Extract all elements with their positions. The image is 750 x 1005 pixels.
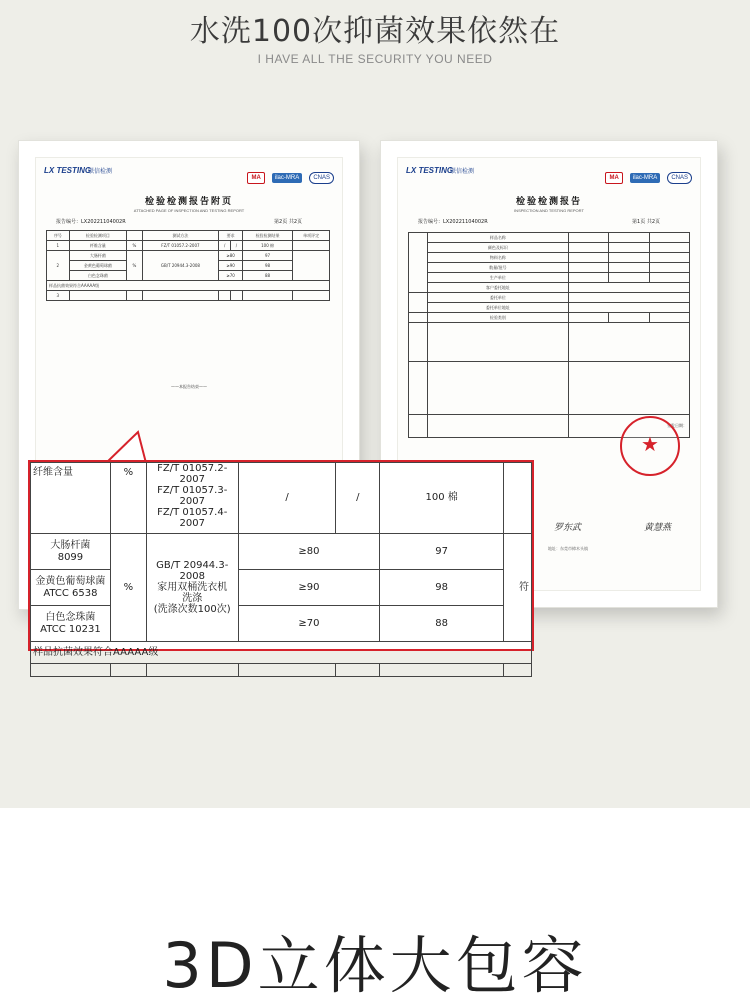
ma-badge-icon: MA: [605, 172, 622, 184]
ma-badge-icon: MA: [247, 172, 264, 184]
table-row: [31, 664, 532, 677]
report-number: 报告编号：LX20221104002R: [418, 219, 488, 225]
table-row: 样品抗菌效果符合AAAAA级: [31, 642, 532, 664]
signature-right: 黄慧燕: [644, 523, 672, 533]
section-title: 3D立体大包容: [162, 929, 588, 1002]
table-header: 检验检测项目: [69, 231, 127, 241]
signature-left: 罗东武: [554, 523, 582, 533]
report-title: 检验检测报告附页: [144, 197, 233, 207]
certificate-header: [406, 166, 692, 182]
table-header: 序号: [47, 231, 70, 241]
accreditation-badges: [245, 164, 334, 184]
report-title-en: INSPECTION AND TESTING REPORT: [514, 208, 584, 213]
table-header: 测试方法: [142, 231, 219, 241]
page-title: 水洗100次抑菌效果依然在: [189, 14, 561, 49]
zoomed-table: [30, 462, 532, 677]
result-table-mini: 序号 检验检测项目 测试方法 要求 检验检测结果 单项评定 1 纤维含量 % FZ/T 01057.2-2007 / / 100 棉 2 大肠杆菌 % GB/T 20944.3-2008 ≥80 97 金黄色葡萄球菌 ≥90 98 白色念珠菌 ≥70 88 样品抗菌效果符合AAAAA级 3: [46, 230, 330, 301]
info-table-mini: 样品名称 颜色及标识 物料名称 数量/批号 生产单位 客户委托地址 委托单位 委托单位地址 检验类别 签发日期：: [408, 232, 690, 438]
report-title: 检验检测报告: [515, 197, 582, 207]
report-title-en: ATTACHED PAGE OF INSPECTION AND TESTING REPORT: [133, 208, 245, 213]
red-seal-stamp-icon: ★: [620, 416, 680, 476]
page-number: 第2页 共2页: [274, 219, 302, 225]
cnas-badge-icon: CNAS: [309, 172, 334, 184]
certificate-header: [44, 166, 334, 182]
accreditation-badges: [603, 164, 692, 184]
lx-testing-logo: LX TESTING: [44, 166, 92, 175]
lx-testing-logo: LX TESTING: [406, 166, 454, 175]
callout-pointer-icon: [106, 430, 166, 464]
cnas-badge-icon: CNAS: [667, 172, 692, 184]
table-row: 金黄色葡萄球菌 ATCC 6538 ≥90 98: [31, 570, 532, 606]
address-line: 地址：东莞市樟木头镇: [548, 546, 588, 551]
table-header: 检验检测结果: [242, 231, 293, 241]
table-header: [127, 231, 142, 241]
zoomed-result-table: [28, 460, 534, 658]
table-row: 大肠杆菌 8099 % GB/T 20944.3-2008 家用双桶洗衣机 洗涤 (洗涤次数100次) ≥80 97 符: [31, 534, 532, 570]
ilac-badge-icon: ilac-MRA: [630, 173, 660, 183]
table-row: 纤维含量 % FZ/T 01057.2-2007 FZ/T 01057.3-2007 FZ/T 01057.4-2007 / / 100 棉: [31, 463, 532, 534]
brand-cn: 联信检测: [450, 168, 475, 175]
table-row: 白色念珠菌 ATCC 10231 ≥70 88: [31, 606, 532, 642]
brand-cn: 联信检测: [88, 168, 113, 175]
ilac-badge-icon: ilac-MRA: [272, 173, 302, 183]
report-number: 报告编号：LX20221104002R: [56, 219, 126, 225]
end-of-report: ——本报告结束——: [171, 384, 207, 389]
table-header: 单项评定: [293, 231, 330, 241]
table-header: 要求: [219, 231, 242, 241]
page-number: 第1页 共2页: [632, 219, 660, 225]
page-subtitle: I HAVE ALL THE SECURITY YOU NEED: [257, 52, 493, 66]
